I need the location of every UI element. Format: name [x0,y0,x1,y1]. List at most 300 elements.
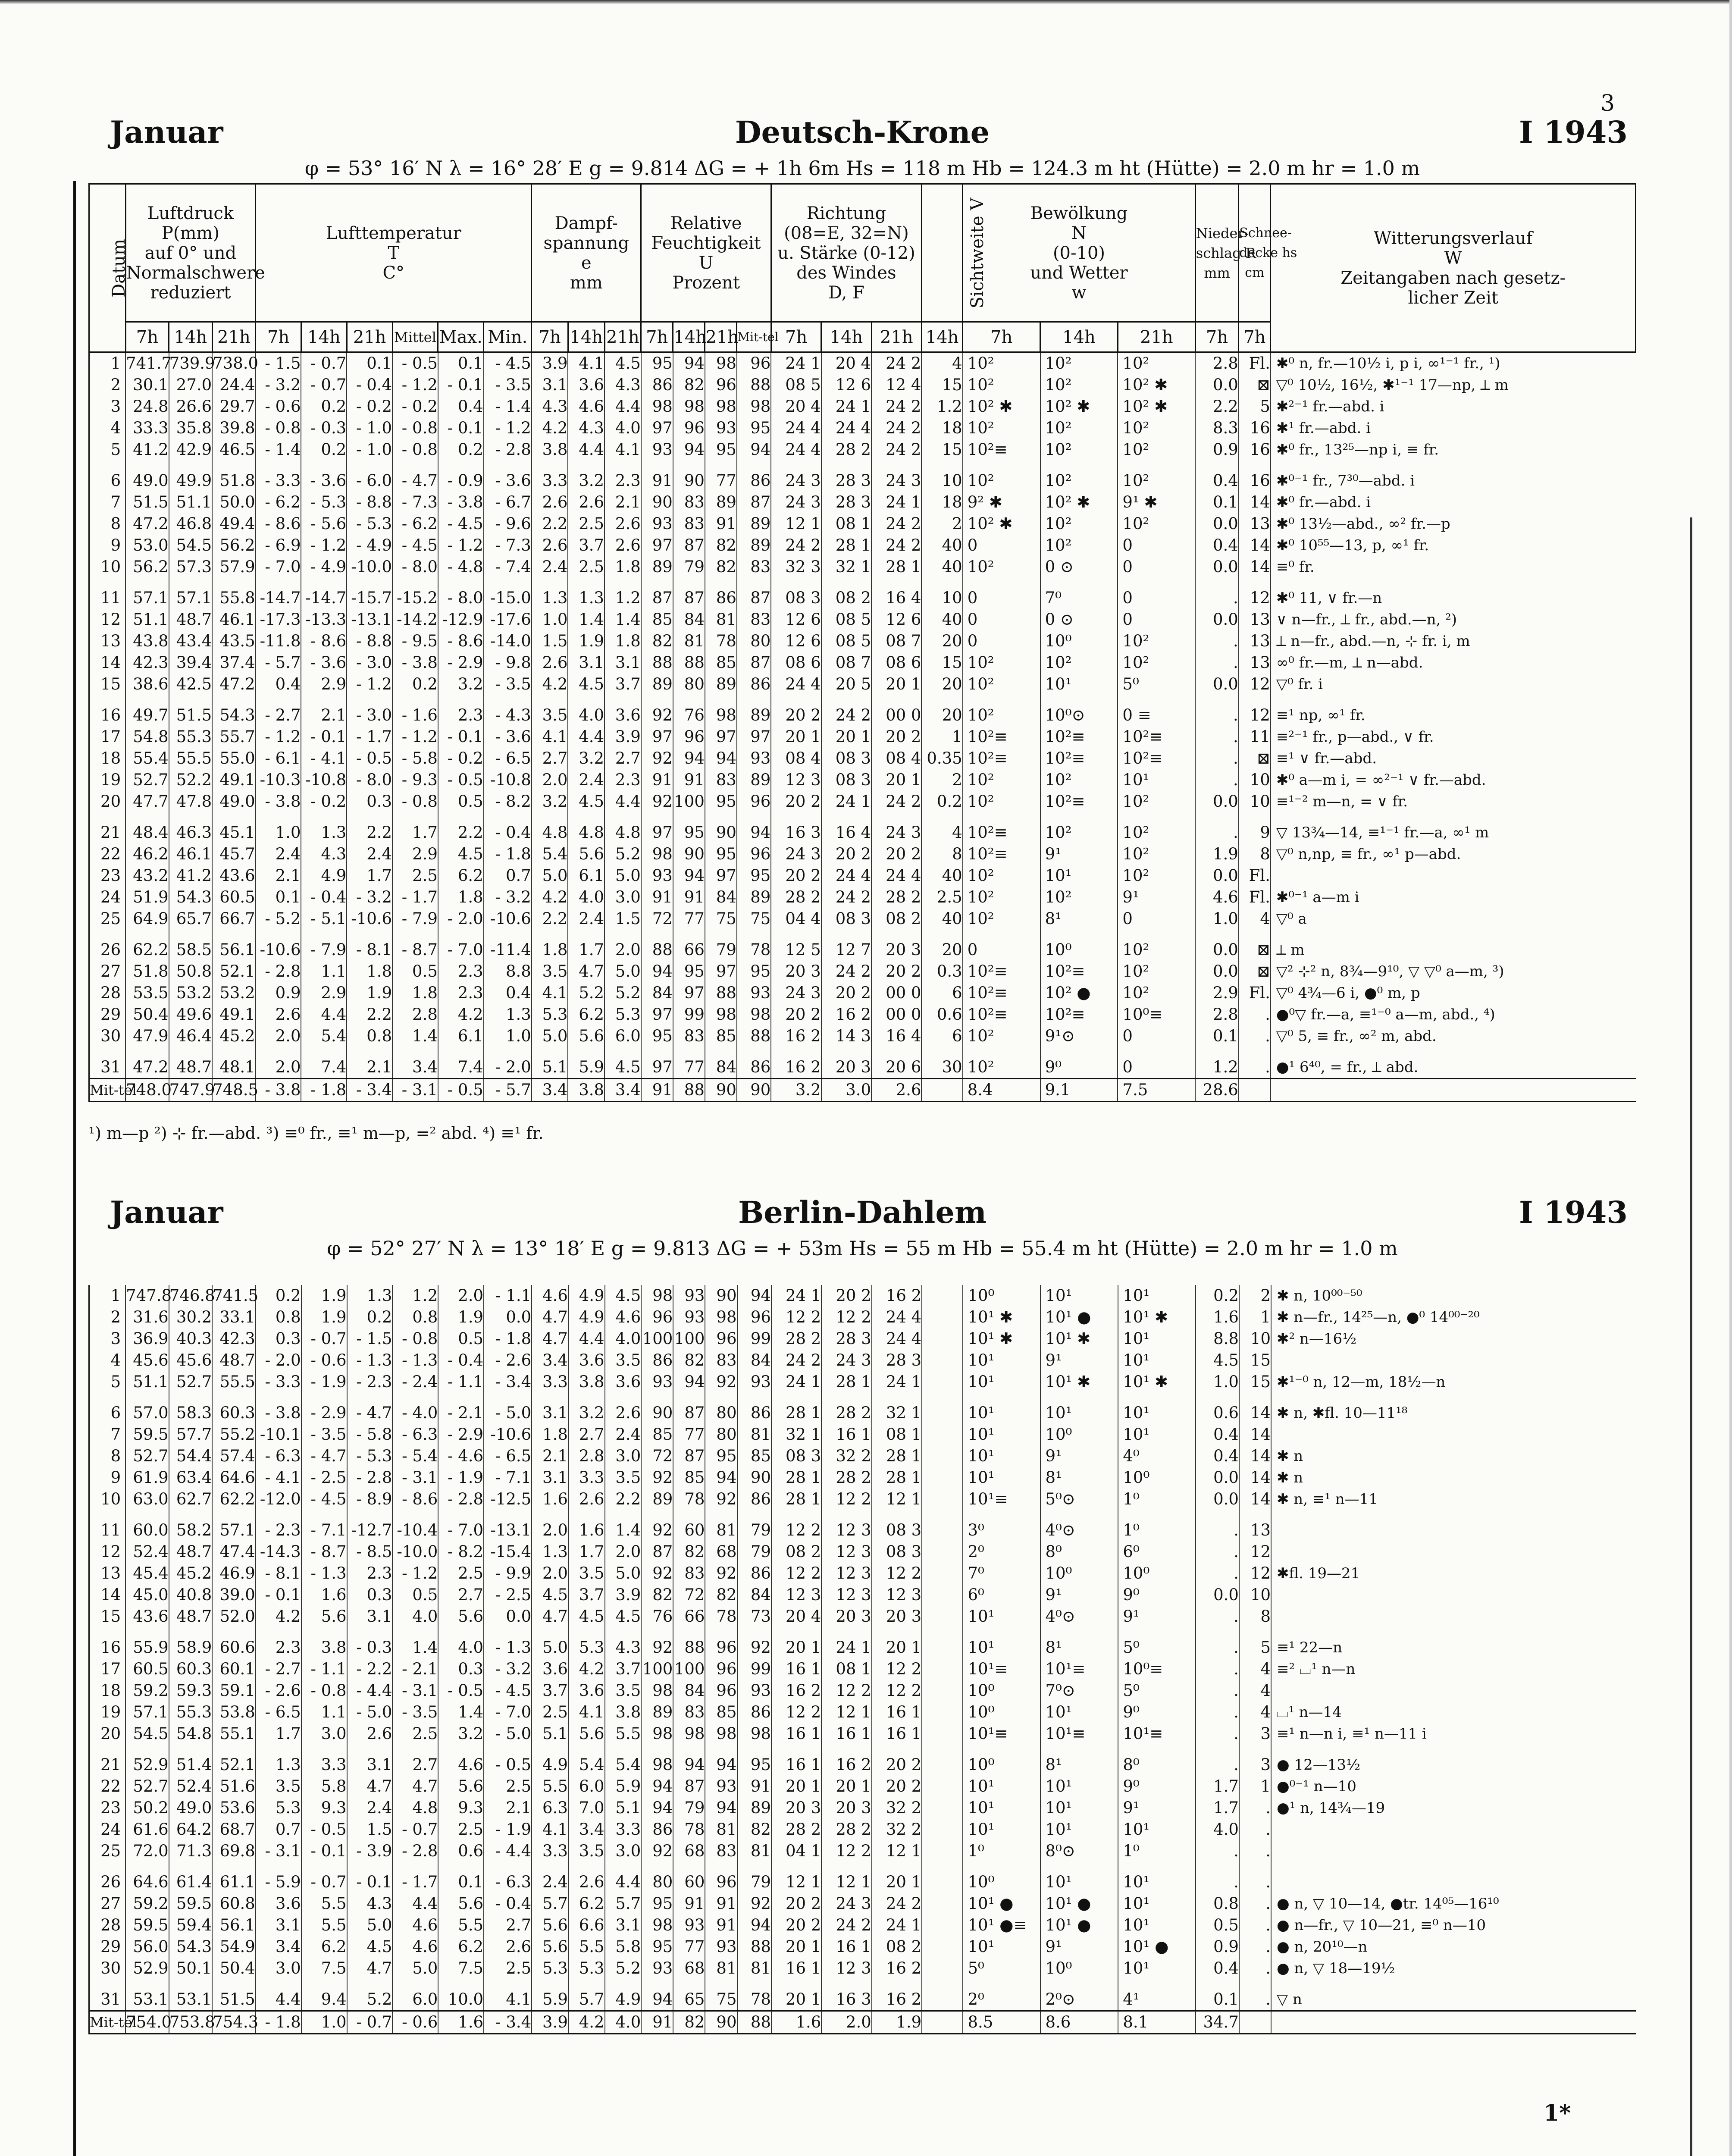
value-cell: 24 2 [871,535,921,556]
value-cell: 3.2 [771,1079,821,1102]
value-cell: 08 2 [771,1541,821,1563]
value-cell: 63.0 [125,1489,169,1510]
weather-remark-cell [1271,1871,1636,1893]
value-cell: 95 [737,961,771,982]
value-cell: 95 [737,1754,771,1776]
value-cell: 10²≡ [1040,791,1118,812]
value-cell: 4.6 [392,1936,438,1958]
value-cell: 1.7 [256,1723,301,1745]
value-cell: 16 4 [871,587,921,609]
day-cell: 5 [89,439,126,461]
value-cell: 18 [921,417,962,439]
value-cell: 2.2 [532,908,568,930]
group-gap [89,1745,1637,1754]
value-cell: 79 [737,1520,771,1541]
value-cell: 4.4 [256,1989,301,2011]
value-cell: 3.0 [821,1079,871,1102]
value-cell: 57.1 [212,1520,256,1541]
value-cell: 28 3 [821,470,871,492]
value-cell [922,1350,963,1371]
value-cell: 10¹ [963,1445,1040,1467]
value-cell: - 1.3 [301,1563,347,1584]
value-cell: 28 2 [821,439,871,461]
value-cell: 93 [673,1307,705,1328]
value-cell: 3.9 [605,1584,642,1606]
value-cell: 9⁰ [1118,1776,1196,1797]
value-cell: 94 [737,1285,771,1307]
value-cell: 93 [641,1958,673,1979]
value-cell: 94 [641,1776,673,1797]
weather-remark-cell [1271,1350,1636,1371]
hour-14: 14h [169,322,213,352]
value-cell: - 5.7 [484,1079,532,1102]
value-cell: 2.9 [301,982,347,1004]
value-cell: 1⁰ [1118,1520,1196,1541]
value-cell: 3.3 [568,1467,605,1489]
value-cell: - 2.6 [484,1350,532,1371]
value-cell: 1.9 [1195,843,1239,865]
value-cell: - 1.7 [347,726,392,748]
value-cell: 94 [641,1797,673,1819]
value-cell: - 1.7 [392,1871,438,1893]
value-cell: 24 2 [871,352,921,375]
value-cell: 5.7 [605,1893,642,1915]
value-cell: - 0.6 [392,2011,438,2034]
value-cell: 1.3 [484,1004,532,1025]
page-number: 3 [1600,91,1615,116]
value-cell: 16 3 [771,822,821,843]
value-cell: 28 2 [771,887,821,908]
value-cell: 79 [705,939,737,961]
value-cell: 7.5 [301,1958,347,1979]
table-row [89,396,1636,417]
value-cell: 3.4 [532,1350,568,1371]
value-cell: . [1239,1936,1271,1958]
value-cell: 82 [673,2011,705,2034]
day-cell: 21 [89,1754,126,1776]
value-cell: 79 [673,1797,705,1819]
value-cell: 60.5 [212,887,256,908]
value-cell: 58.2 [169,1520,213,1541]
value-cell: - 0.1 [347,1871,393,1893]
value-cell: - 1.4 [256,439,301,461]
value-cell: 5 [1239,396,1271,417]
value-cell: 1⁰ [963,1840,1040,1862]
value-cell: 748.5 [212,1079,256,1102]
value-cell: 10² [963,908,1040,930]
value-cell: 9² ✱ [963,492,1040,513]
value-cell [922,1702,963,1723]
value-cell: 5.9 [568,1056,604,1079]
value-cell: -13.1 [347,609,392,630]
value-cell: 5.2 [604,982,641,1004]
value-cell: 4 [921,822,962,843]
value-cell: 24 2 [871,417,921,439]
value-cell: 77 [673,1424,705,1445]
weather-remark-cell [1271,1541,1636,1563]
value-cell: 95 [641,1025,673,1047]
value-cell: 3.6 [532,1658,568,1680]
value-cell [922,1371,963,1393]
day-cell: 25 [89,908,126,930]
value-cell: 3.1 [347,1754,393,1776]
value-cell: 0.0 [1195,939,1239,961]
value-cell: 0.6 [1196,1402,1239,1424]
value-cell: 48.1 [212,1056,256,1079]
value-cell: 55.9 [125,1637,169,1658]
value-cell: 84 [673,1680,705,1702]
value-cell: 5⁰ [1118,1637,1196,1658]
value-cell: 2.5 [568,556,604,578]
value-cell: 24 4 [771,439,821,461]
value-cell: - 3.8 [392,652,438,674]
value-cell: 40 [921,556,962,578]
weather-remark-cell: ≡²⁻¹ fr., p—abd., ∨ fr. [1271,726,1636,748]
value-cell: 3.5 [568,1840,605,1862]
value-cell: 1.5 [347,1819,393,1840]
value-cell: 10² [963,417,1040,439]
mittel: Mit-tel [737,322,771,352]
value-cell: 4.6 [1195,887,1239,908]
value-cell: 6.2 [438,865,484,887]
value-cell: - 5.0 [484,1723,532,1745]
value-cell: - 3.4 [347,1079,392,1102]
value-cell: 40.3 [169,1328,213,1350]
value-cell: 3.7 [568,535,604,556]
value-cell: 30 [921,1056,962,1079]
value-cell: 0.6 [921,1004,962,1025]
value-cell: 10¹ [1040,865,1118,887]
value-cell: - 0.4 [438,1350,484,1371]
value-cell: 3.0 [256,1958,301,1979]
value-cell: 85 [641,1424,673,1445]
value-cell: 10¹ ● [1040,1915,1118,1936]
value-cell: 2.1 [301,705,347,726]
value-cell: 16 2 [771,1056,821,1079]
station-parameters: φ = 53° 16′ N λ = 16° 28′ E g = 9.814 ΔG = + 1h 6m Hs = 118 m Hb = 124.3 m ht (Hütte) = 2.0 m hr = 1.0 m [304,157,1420,180]
value-cell: 60.3 [212,1402,256,1424]
value-cell: - 5.0 [484,1402,532,1424]
value-cell: 20 1 [771,1776,821,1797]
value-cell: 49.4 [212,513,256,535]
value-cell: 3.5 [532,961,568,982]
value-cell: 5.0 [532,865,568,887]
day-cell: 31 [89,1056,126,1079]
value-cell: 95 [705,791,737,812]
value-cell: 12 [1239,1563,1271,1584]
value-cell: 3.5 [568,1563,605,1584]
value-cell: 93 [641,865,673,887]
value-cell: 0.0 [1195,674,1239,695]
weather-remark-cell: ✱¹⁻⁰ n, 12—m, 18½—n [1271,1371,1636,1393]
weather-remark-cell [1271,1680,1636,1702]
value-cell: 24 1 [872,1915,922,1936]
value-cell: 3.6 [604,705,641,726]
value-cell: 08 3 [821,908,871,930]
weather-remark-cell: ✱⁰⁻¹ fr., 7³⁰—abd. i [1271,470,1636,492]
day-cell: 29 [89,1004,126,1025]
value-cell: 95 [705,439,737,461]
value-cell: 10¹ [1040,1285,1118,1307]
group-gap [89,930,1636,939]
value-cell: 0.2 [301,439,347,461]
value-cell: 08 2 [821,587,871,609]
weather-remark-cell: ● n—fr., ▽ 10—21, ≡⁰ n—10 [1271,1915,1636,1936]
value-cell: 86 [737,1489,771,1510]
value-cell: -14.7 [301,587,347,609]
value-cell: 32 1 [872,1402,922,1424]
value-cell: 8.6 [1040,2011,1118,2034]
value-cell: - 0.2 [392,396,438,417]
value-cell: 94 [673,865,705,887]
value-cell: 10² [1040,769,1118,791]
value-cell: 9¹ [1040,1584,1118,1606]
value-cell: - 0.1 [256,1584,301,1606]
value-cell: 20 2 [872,1776,922,1797]
value-cell: 12 [1239,587,1271,609]
value-cell: 16 1 [821,1936,871,1958]
value-cell: 10² [1040,417,1118,439]
value-cell: -10.3 [256,769,301,791]
value-cell: 1.8 [392,982,438,1004]
value-cell: 1.1 [301,961,347,982]
value-cell: 2.9 [301,674,347,695]
value-cell: 82 [673,1350,705,1371]
value-cell: 24 2 [871,439,921,461]
value-cell: 49.1 [212,1004,256,1025]
value-cell: - 3.3 [256,470,301,492]
value-cell: . [1239,1025,1271,1047]
value-cell: 0.2 [392,674,438,695]
value-cell: 99 [737,1328,771,1350]
value-cell: 20 1 [771,726,821,748]
value-cell: 2.3 [438,961,484,982]
value-cell: -12.9 [438,609,484,630]
value-cell: 10² [1040,822,1118,843]
hour-14: 14h [568,322,604,352]
value-cell: 27.0 [169,374,213,396]
value-cell: 87 [673,535,705,556]
value-cell: 7.4 [438,1056,484,1079]
value-cell: 16 1 [872,1723,922,1745]
value-cell: 90 [641,1402,673,1424]
value-cell: 39.0 [212,1584,256,1606]
value-cell: 10¹ ✱ [1040,1371,1118,1393]
value-cell: 10⁰ [1118,1563,1196,1584]
value-cell: 95 [737,865,771,887]
table-header [89,184,1636,352]
value-cell: - 2.3 [347,1371,393,1393]
weather-remark-cell: ✱² n—16½ [1271,1328,1636,1350]
value-cell: 5.7 [532,1893,568,1915]
value-cell: 2.8 [392,1004,438,1025]
value-cell: . [1196,1702,1239,1723]
table-row [89,843,1636,865]
value-cell: - 0.6 [256,396,301,417]
value-cell [922,1520,963,1541]
value-cell: 1.7 [347,865,392,887]
value-cell: 2.2 [532,513,568,535]
value-cell: 92 [641,1563,673,1584]
table-row [89,652,1636,674]
table-row [89,1637,1637,1658]
value-cell: 3.4 [392,1056,438,1079]
value-cell: 14 [1239,1424,1271,1445]
value-cell: 40.8 [169,1584,213,1606]
value-cell: 81 [737,1424,771,1445]
value-cell: 10¹ [963,1371,1040,1393]
value-cell: 1.6 [301,1584,347,1606]
value-cell: - 2.0 [256,1350,301,1371]
value-cell: 0 [1118,1056,1195,1079]
value-cell: 4.9 [605,1989,642,2011]
value-cell: 98 [705,705,737,726]
value-cell: 0.1 [438,352,484,375]
value-cell: 28.6 [1195,1079,1239,1102]
value-cell: 0 [1118,587,1195,609]
value-cell: 08 6 [871,652,921,674]
value-cell: 59.4 [169,1915,213,1936]
value-cell: 31.6 [125,1307,169,1328]
value-cell: 100 [673,791,705,812]
weather-remark-cell: ●⁰⁻¹ n—10 [1271,1776,1636,1797]
value-cell: - 2.9 [438,1424,484,1445]
value-cell: 10² [963,470,1040,492]
value-cell: - 2.8 [438,1489,484,1510]
value-cell: 2.5 [438,1819,484,1840]
value-cell: 54.5 [169,535,213,556]
value-cell: 10¹ [963,1797,1040,1819]
value-cell: 08 2 [871,908,921,930]
value-cell: 24 1 [771,1371,821,1393]
table-row [89,1467,1637,1489]
value-cell: 0.1 [1195,1025,1239,1047]
value-cell: 2.6 [532,535,568,556]
value-cell: 08 5 [771,374,821,396]
value-cell: . [1239,1958,1271,1979]
value-cell: 96 [705,1658,737,1680]
value-cell [922,1989,963,2011]
value-cell: - 0.9 [438,470,484,492]
value-cell: 5.0 [604,961,641,982]
binding-rule [73,181,76,2156]
value-cell: 12 2 [872,1680,922,1702]
value-cell: 4.4 [301,1004,347,1025]
table-row [89,1893,1637,1915]
table-row [89,1520,1637,1541]
hour-7: 7h [256,322,301,352]
value-cell: 54.9 [212,1936,256,1958]
value-cell: - 2.1 [392,1658,438,1680]
value-cell [922,1797,963,1819]
value-cell: 82 [705,1584,737,1606]
value-cell: 4.2 [438,1004,484,1025]
value-cell: 58.3 [169,1402,213,1424]
value-cell: 88 [737,374,771,396]
value-cell [922,1285,963,1307]
weather-remark-cell: ⌴¹ n—14 [1271,1702,1636,1723]
value-cell: 83 [673,492,705,513]
hour-21: 21h [604,322,641,352]
value-cell: 2.5 [568,513,604,535]
value-cell [922,1606,963,1627]
value-cell: 10¹ [963,1819,1040,1840]
value-cell: 62.2 [212,1489,256,1510]
value-cell: 69.8 [212,1840,256,1862]
value-cell: - 0.2 [438,748,484,769]
value-cell: 42.9 [169,439,213,461]
table-row [89,822,1636,843]
value-cell: 10²≡ [963,726,1040,748]
value-cell: 86 [737,470,771,492]
value-cell: 51.9 [125,887,169,908]
value-cell: 28 1 [771,1402,821,1424]
value-cell: 2.6 [256,1004,301,1025]
value-cell: 10² ● [1040,982,1118,1004]
value-cell: 83 [673,1702,705,1723]
value-cell: 10⁰⊙ [1040,705,1118,726]
value-cell: 59.2 [125,1680,169,1702]
value-cell: 10¹ ●≡ [963,1915,1040,1936]
weather-remark-cell: ✱ n [1271,1467,1636,1489]
table-row [89,1371,1637,1393]
value-cell: - 1.8 [301,1079,347,1102]
value-cell: - 1.2 [392,1563,438,1584]
table-row [89,1936,1637,1958]
value-cell: - 5.1 [301,908,347,930]
value-cell: - 3.1 [392,1680,438,1702]
value-cell: 10¹≡ [963,1723,1040,1745]
value-cell: - 1.1 [438,1371,484,1393]
value-cell: 1.8 [347,961,392,982]
value-cell: - 9.5 [392,630,438,652]
value-cell: - 3.2 [256,374,301,396]
value-cell: 28 3 [821,1328,871,1350]
value-cell: 10¹ ✱ [1118,1307,1196,1328]
value-cell: 28 1 [872,1467,922,1489]
value-cell: 86 [641,1350,673,1371]
value-cell: 2.6 [568,492,604,513]
value-cell: 84 [705,1056,737,1079]
value-cell: 81 [705,1520,737,1541]
value-cell: . [1239,1797,1271,1819]
value-cell: 90 [705,1285,737,1307]
value-cell: 8¹ [1040,1754,1118,1776]
value-cell: 81 [737,1958,771,1979]
value-cell: 10¹ [1040,1819,1118,1840]
value-cell: 6.2 [568,1004,604,1025]
value-cell: - 0.2 [347,396,392,417]
value-cell: 80 [705,1402,737,1424]
value-cell: 0.4 [1195,535,1239,556]
value-cell: -17.3 [256,609,301,630]
value-cell: 66 [673,939,705,961]
value-cell: 2.6 [604,535,641,556]
value-cell: 5⁰⊙ [1040,1489,1118,1510]
value-cell: 08 1 [821,513,871,535]
day-cell: 16 [89,1637,126,1658]
value-cell: 46.9 [212,1563,256,1584]
value-cell: 5.4 [605,1754,642,1776]
value-cell: 83 [673,513,705,535]
value-cell: 3.1 [532,374,568,396]
value-cell: 88 [673,1079,705,1102]
value-cell: 20 3 [821,1056,871,1079]
value-cell: 4.3 [568,417,604,439]
value-cell: - 3.0 [347,705,392,726]
value-cell: 90 [737,1079,771,1102]
value-cell: - 3.6 [484,470,532,492]
